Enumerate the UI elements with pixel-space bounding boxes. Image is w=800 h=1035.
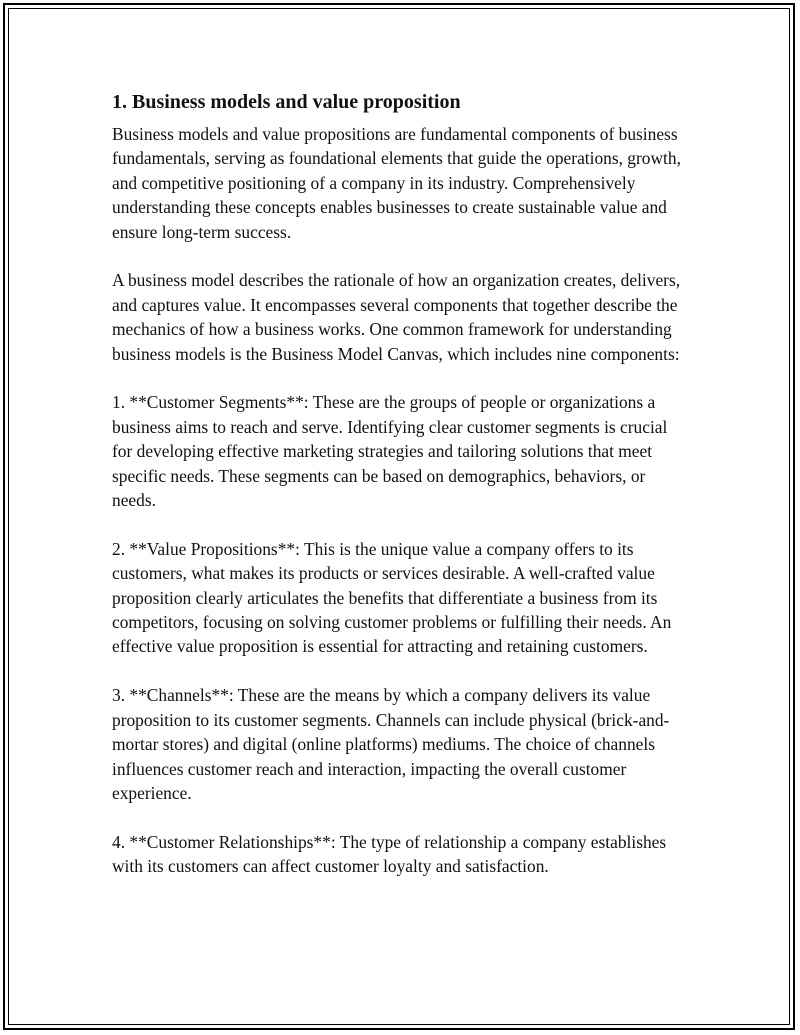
customer-relationships-paragraph: 4. **Customer Relationships**: The type of relationship a company establishes with its customers can affect customer loyalty and satisfaction. [112,831,667,877]
intro-paragraph: Business models and value propositions are fundamental components of business fundamentals, serving as foundational elements that guide the operations, growth, and competitive positioning of a company in its industry. Comprehensively understanding these concepts enables businesses to create sustainable value and ensure long-term success. [112,124,681,242]
document-body [112,88,682,903]
channels-paragraph: 3. **Channels**: These are the means by which a company delivers its value proposition to its customer segments. Channels can include physical (brick-and-mortar stores) and digital (online platforms) mediums. The choice of channels influences customer reach and interaction, impacting the overall customer experience. [112,685,670,803]
value-propositions-paragraph: 2. **Value Propositions**: This is the unique value a company offers to its customers, what makes its products or services desirable. A well-crafted value proposition clearly articulates the benefits that differentiate a business from its competitors, focusing on solving customer problems or fulfilling their needs. An effective value proposition is essential for attracting and retaining customers. [112,538,672,657]
business-model-paragraph: A business model describes the rationale of how an organization creates, delivers, and captures value. It encompasses several components that together describe the mechanics of how a business works. One common framework for understanding business models is the Business Model Canvas, which includes nine components: [112,270,681,364]
customer-segments-paragraph: 1. **Customer Segments**: These are the groups of people or organizations a business aims to reach and serve. Identifying clear customer segments is crucial for developing effective marketing strategies and tailoring solutions that meet specific needs. These segments can be based on demographics, behaviors, or needs. [112,392,668,511]
section-heading: 1. Business models and value proposition [112,91,461,113]
